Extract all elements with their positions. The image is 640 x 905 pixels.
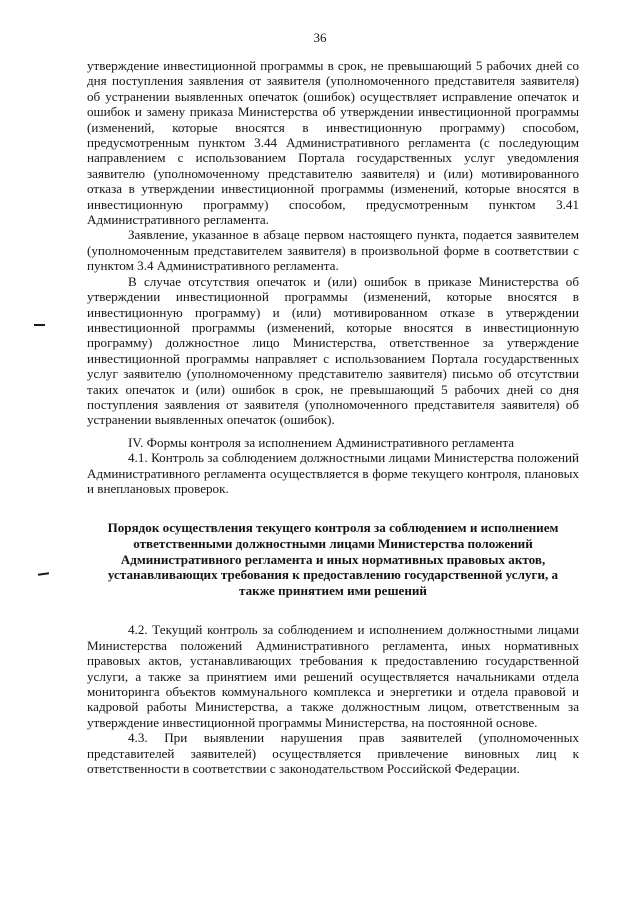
margin-mark	[34, 324, 45, 326]
paragraph-application: Заявление, указанное в абзаце первом настоящего пункта, подается заявителем (уполномоченным представителем заявителя) в произвольной форме в соответствии с пунктом 3.4 Административного регламента.	[87, 227, 579, 274]
page-number: 36	[313, 30, 327, 45]
section-heading: Порядок осуществления текущего контроля за соблюдением и исполнением ответственными должностными лицами Министерства положений Административного регламента и иных нормативных правовых актов, устанавливающих требования к предоставлению государственной услуги, а также принятием ими решений	[107, 520, 559, 598]
section-title: IV. Формы контроля за исполнением Административного регламента	[128, 434, 515, 450]
paragraph-4-1: 4.1. Контроль за соблюдением должностными лицами Министерства положений Административного регламента осуществляется в форме текущего контроля, плановых и внеплановых проверок.	[87, 450, 579, 496]
paragraph-no-errors: В случае отсутствия опечаток и (или) ошибок в приказе Министерства об утверждении инвестиционной программы (изменений, которые вносятся в инвестиционную программу) и (или) мотивированном отказе в утверждении инвестиционной программы (изменений, которые вносятся в инвестиционную программу) должностное лицо Министерства, ответственное за утверждение инвестиционной программы направляет с использованием Портала государственных услуг заявителю (уполномоченному представителю заявителя) письмо об отсутствии таких опечаток и (или) ошибок в срок, не превышающий 5 рабочих дней со дня поступления заявления от заявителя (уполномоченного представителя заявителя) об устранении выявленных опечаток (ошибок).	[87, 273, 579, 428]
paragraph-4-2: 4.2. Текущий контроль за соблюдением и исполнением должностными лицами Министерства положений Административного регламента, иных нормативных правовых актов, устанавливающих требования к предоставлению государственной услуги, а также за принятием ими решений осуществляется начальниками отдела мониторинга объектов коммунального комплекса и энергетики и отдела правовой и кадровой работы Министерства, а также должностным лицом, ответственным за утверждение инвестиционной программы Министерства, на постоянной основе.	[87, 622, 579, 730]
paragraph-4-3: 4.3. При выявлении нарушения прав заявителей (уполномоченных представителей заявителей) осуществляется привлечение виновных лиц к ответственности в соответствии с законодательством Российской Федерации.	[87, 730, 579, 776]
paragraph-continuation: утверждение инвестиционной программы в срок, не превышающий 5 рабочих дней со дня поступления заявления от заявителя (уполномоченного представителя заявителя) об устранении выявленных опечаток (ошибок) осуществляет исправление опечаток и ошибок и замену приказа Министерства об утверждении инвестиционной программы (изменений, которые вносятся в инвестиционную программу) способом, предусмотренным пунктом 3.44 Административного регламента (с последующим направлением с использованием Портала государственных услуг уведомления заявителю (уполномоченному представителю заявителя) и (или) мотивированного отказа в утверждении инвестиционной программы (изменений, которые вносятся в инвестиционную программу) способом, предусмотренным пунктом 3.41 Административного регламента.	[87, 58, 579, 228]
margin-mark	[38, 572, 49, 576]
document-body	[87, 58, 579, 776]
